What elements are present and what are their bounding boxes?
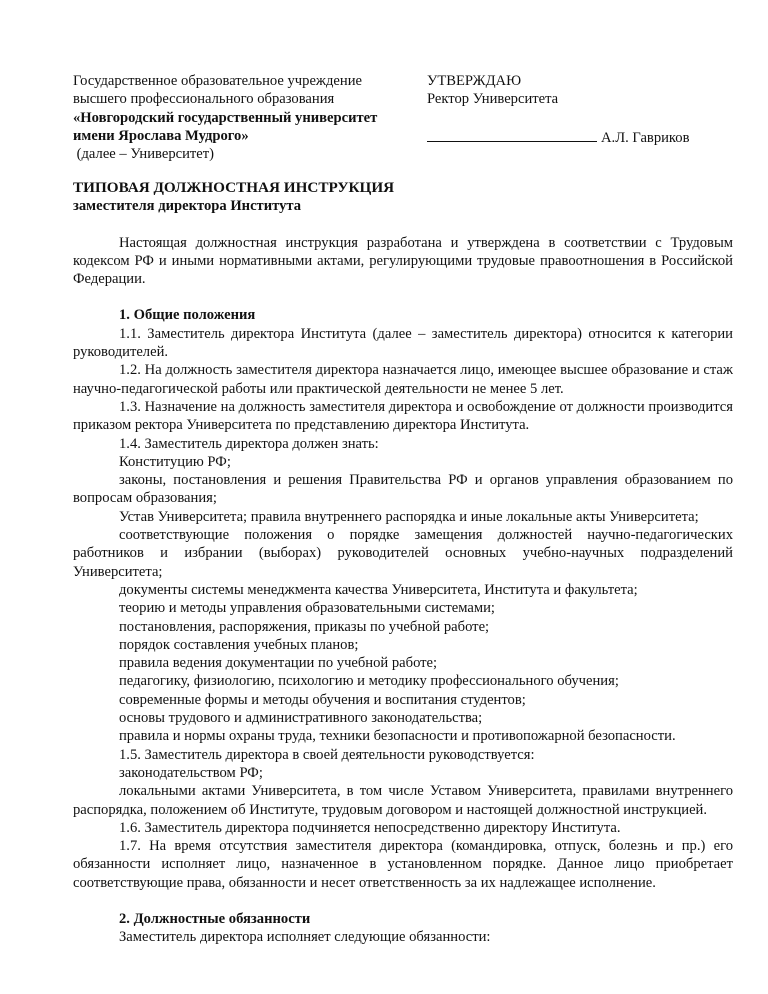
signature-row [427,127,733,147]
document-header [73,72,733,163]
document-subtitle: заместителя директора Института [73,198,302,215]
document-title-block [73,179,733,216]
organization-block [73,72,413,163]
list-item: теорию и методы управления образовательными системами; [119,600,495,617]
list-item: локальными актами Университета, в том числе Уставом Университета, правилами внутреннего распорядка, положением об Институте, трудовым договором и настоящей должностной инструкцией. [73,783,733,818]
approve-name: А.Л. Гавриков [601,129,690,146]
document-page [73,72,733,947]
list-item: правила и нормы охраны труда, техники безопасности и противопожарной безопасности. [119,728,676,745]
section-heading: 2. Должностные обязанности [119,910,311,927]
approve-title: УТВЕРЖДАЮ [427,73,522,89]
section-lead: Заместитель директора исполняет следующие обязанности: [119,929,491,946]
section-duties [73,910,733,947]
approval-block [427,72,733,147]
org-line: высшего профессионального образования [73,91,335,108]
clause-1-7: 1.7. На время отсутствия заместителя директора (командировка, отпуск, болезнь и пр.) его обязанности исполняет лицо, назначенное в установленном порядке. Данное лицо приобретает соответствующие права, обязанности и несет ответственность за их надлежащее исполнение. [73,838,733,891]
clause-1-1: 1.1. Заместитель директора Института (далее – заместитель директора) относится к категории руководителей. [73,325,733,361]
clause-1-2: 1.2. На должность заместителя директора назначается лицо, имеющее высшее образование и стаж научно-педагогической работы или практической деятельности не менее 5 лет. [73,362,733,397]
list-item: правила ведения документации по учебной работе; [119,655,438,672]
org-line: (далее – Университет) [73,146,214,163]
list-item: основы трудового и административного законодательства; [119,710,483,727]
list-item: Конституцию РФ; [119,453,231,470]
org-line: «Новгородский государственный университет [73,109,378,126]
clause-1-3: 1.3. Назначение на должность заместителя директора и освобождение от должности производится приказом ректора Университета по представлению директора Института. [73,398,733,434]
org-line: Государственное образовательное учреждение [73,73,363,89]
org-line: имени Ярослава Мудрого» [73,127,249,144]
approve-position: Ректор Университета [427,91,559,108]
clause-1-5: 1.5. Заместитель директора в своей деятельности руководствуется: [119,746,535,763]
document-title: ТИПОВАЯ ДОЛЖНОСТНАЯ ИНСТРУКЦИЯ [73,179,395,196]
intro-paragraph: Настоящая должностная инструкция разработана и утверждена в соответствии с Трудовым кодексом РФ и иными нормативными актами, регулирующими трудовые правоотношения в Российской Федерации. [73,234,733,288]
list-item: педагогику, физиологию, психологию и методику профессионального обучения; [119,673,619,690]
clause-1-4: 1.4. Заместитель директора должен знать: [119,435,379,452]
list-item: порядок составления учебных планов; [119,636,359,653]
list-item: законодательством РФ; [119,764,263,781]
section-heading: 1. Общие положения [119,307,256,324]
list-item: законы, постановления и решения Правительства РФ и органов управления образованием по вопросам образования; [73,472,733,507]
list-item: современные формы и методы обучения и воспитания студентов; [119,691,526,708]
section-general [73,306,733,892]
signature-line [427,127,597,142]
clause-1-6: 1.6. Заместитель директора подчиняется непосредственно директору Института. [119,819,621,836]
list-item: постановления, распоряжения, приказы по учебной работе; [119,618,490,635]
list-item: документы системы менеджмента качества Университета, Института и факультета; [119,581,638,598]
list-item: Устав Университета; правила внутреннего распорядка и иные локальные акты Университета; [119,508,699,525]
list-item: соответствующие положения о порядке замещения должностей научно-педагогических работников и избрании (выборах) руководителей основных учебно-научных подразделений Университета; [73,527,733,580]
